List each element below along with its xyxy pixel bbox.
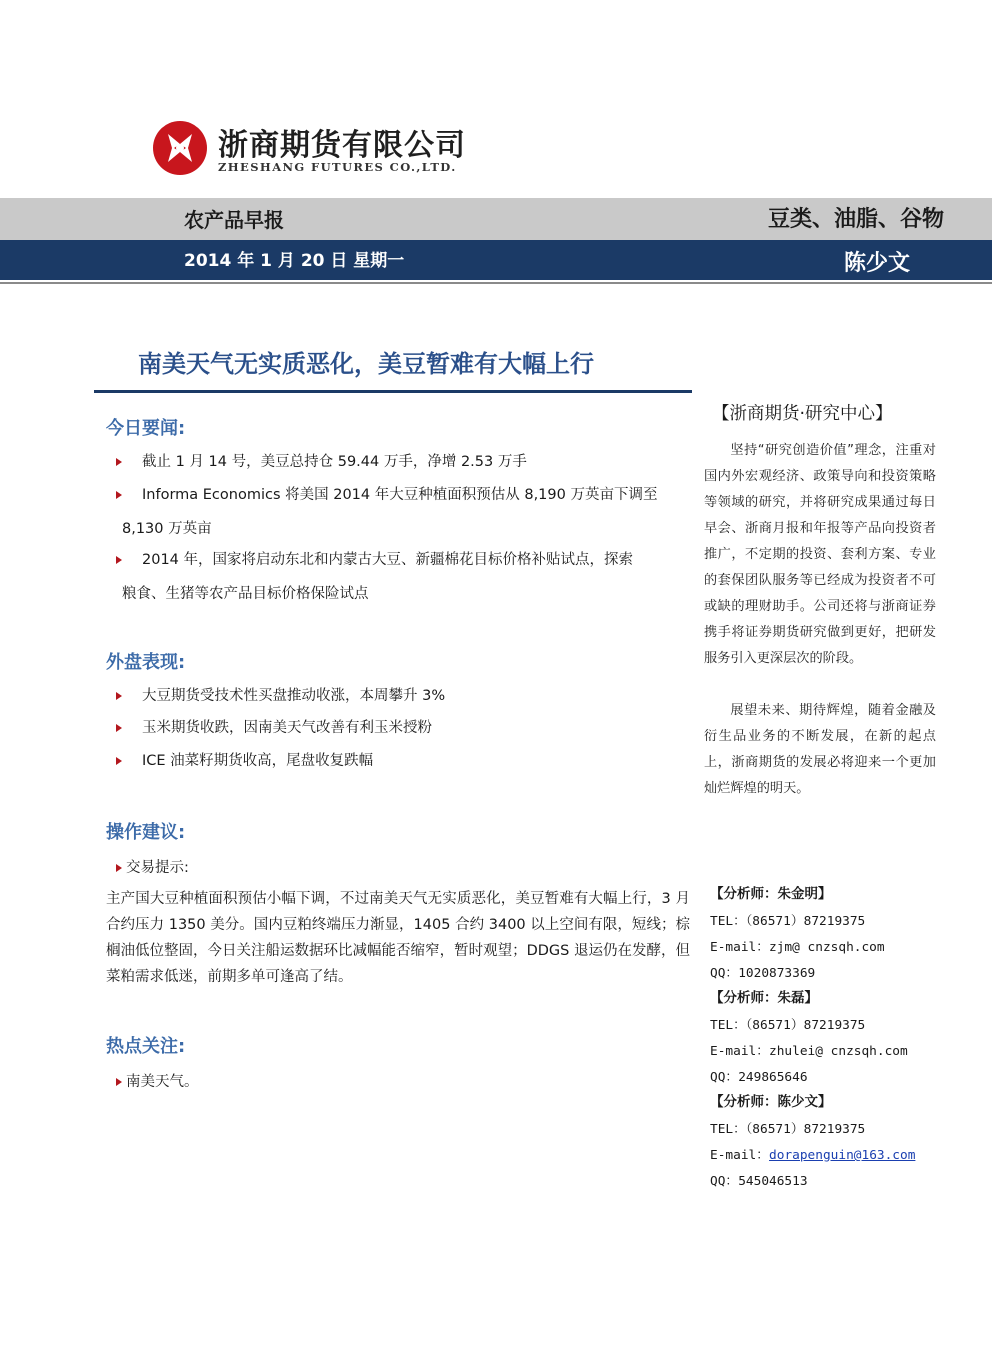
list-item: 玉米期货收跌，因南美天气改善有利玉米授粉: [116, 712, 694, 744]
bullet-arrow-icon: [116, 692, 122, 700]
bullet-arrow-icon: [116, 724, 122, 732]
sidebar-paragraph: 展望未来、期待辉煌，随着金融及衍生品业务的不断发展，在新的起点上，浙商期货的发展必将迎来一个更加灿烂辉煌的明天。: [704, 703, 936, 796]
list-item: 大豆期货受技术性买盘推动收涨，本周攀升 3%: [116, 680, 694, 712]
list-item: 截止 1 月 14 号，美豆总持仓 59.44 万手，净增 2.53 万手: [116, 446, 694, 478]
bullet-arrow-icon: [116, 757, 122, 765]
report-author: 陈少文: [843, 251, 910, 276]
report-categories: 豆类、油脂、谷物: [767, 207, 944, 232]
report-type: 农产品早报: [184, 208, 284, 232]
analyst-qq: QQ：545046513: [710, 1174, 808, 1189]
list-item: 2014 年，国家将启动东北和内蒙古大豆、新疆棉花目标价格补贴试点，探索: [116, 544, 694, 576]
analyst-heading: 【分析师：朱磊】: [710, 990, 818, 1006]
analyst-qq: QQ：1020873369: [710, 966, 816, 981]
analyst-email: E-mail：zjm@ cnzsqh.com: [710, 940, 885, 955]
analyst-qq: QQ：249865646: [710, 1070, 808, 1085]
list-item-continuation: 8,130 万英亩: [122, 521, 212, 537]
advice-paragraph: 主产国大豆种植面积预估小幅下调，不过南美天气无实质恶化，美豆暂难有大幅上行，3 月合约压力 1350 美分。国内豆粕终端压力渐显，1405 合约 3400 以上空间有限，短线；棕榈油低位整固，今日关注船运数据环比减幅能否缩窄，暂时观望；DDGS 退运仍在发酵，但菜粕需求低迷，前期多单可逢高了结。: [106, 891, 690, 985]
page-title: 南美天气无实质恶化，美豆暂难有大幅上行: [138, 350, 594, 378]
company-name-cn: 浙商期货有限公司: [218, 128, 466, 163]
title-rule: [94, 390, 692, 393]
analyst-heading: 【分析师：陈少文】: [710, 1094, 832, 1110]
header-divider: [0, 282, 992, 284]
report-date: 2014 年 1 月 20 日 星期一: [184, 251, 405, 271]
section-heading-news: 今日要闻:: [106, 418, 186, 439]
bullet-arrow-icon: [116, 556, 122, 564]
analyst-tel: TEL：（86571）87219375: [710, 1122, 866, 1137]
analyst-email: E-mail：dorapenguin@163.com: [710, 1148, 916, 1163]
sidebar-title: 【浙商期货·研究中心】: [712, 404, 893, 424]
analyst-email-link[interactable]: dorapenguin@163.com: [769, 1148, 916, 1163]
company-name-en: ZHESHANG FUTURES CO.,LTD.: [218, 160, 457, 174]
list-item: Informa Economics 将美国 2014 年大豆种植面积预估从 8,190 万英亩下调至: [116, 479, 694, 511]
company-logo-icon: [152, 120, 208, 176]
bullet-arrow-icon: [116, 458, 122, 466]
list-item: 南美天气。: [116, 1070, 199, 1091]
section-heading-advice: 操作建议:: [106, 822, 186, 843]
analyst-email: E-mail：zhulei@ cnzsqh.com: [710, 1044, 908, 1059]
analyst-heading: 【分析师：朱金明】: [710, 886, 832, 902]
sidebar-paragraph: 坚持“研究创造价值”理念，注重对国内外宏观经济、政策导向和投资策略等领域的研究，并将研究成果通过每日早会、浙商月报和年报等产品向投资者推广，不定期的投资、套利方案、专业的套保团队服务等已经成为投资者不可或缺的理财助手。公司还将与浙商证券携手将证券期货研究做到更好，把研发服务引入更深层次的阶段。: [704, 443, 936, 666]
bullet-arrow-icon: [116, 1078, 122, 1086]
bullet-arrow-icon: [116, 864, 122, 872]
section-heading-external: 外盘表现:: [106, 652, 186, 673]
list-item: 交易提示:: [116, 856, 189, 877]
section-heading-hot: 热点关注:: [106, 1036, 186, 1057]
bullet-arrow-icon: [116, 491, 122, 499]
list-item-continuation: 粮食、生猪等农产品目标价格保险试点: [122, 586, 369, 602]
list-item: ICE 油菜籽期货收高，尾盘收复跌幅: [116, 745, 694, 777]
analyst-tel: TEL：（86571）87219375: [710, 914, 866, 929]
analyst-tel: TEL：（86571）87219375: [710, 1018, 866, 1033]
